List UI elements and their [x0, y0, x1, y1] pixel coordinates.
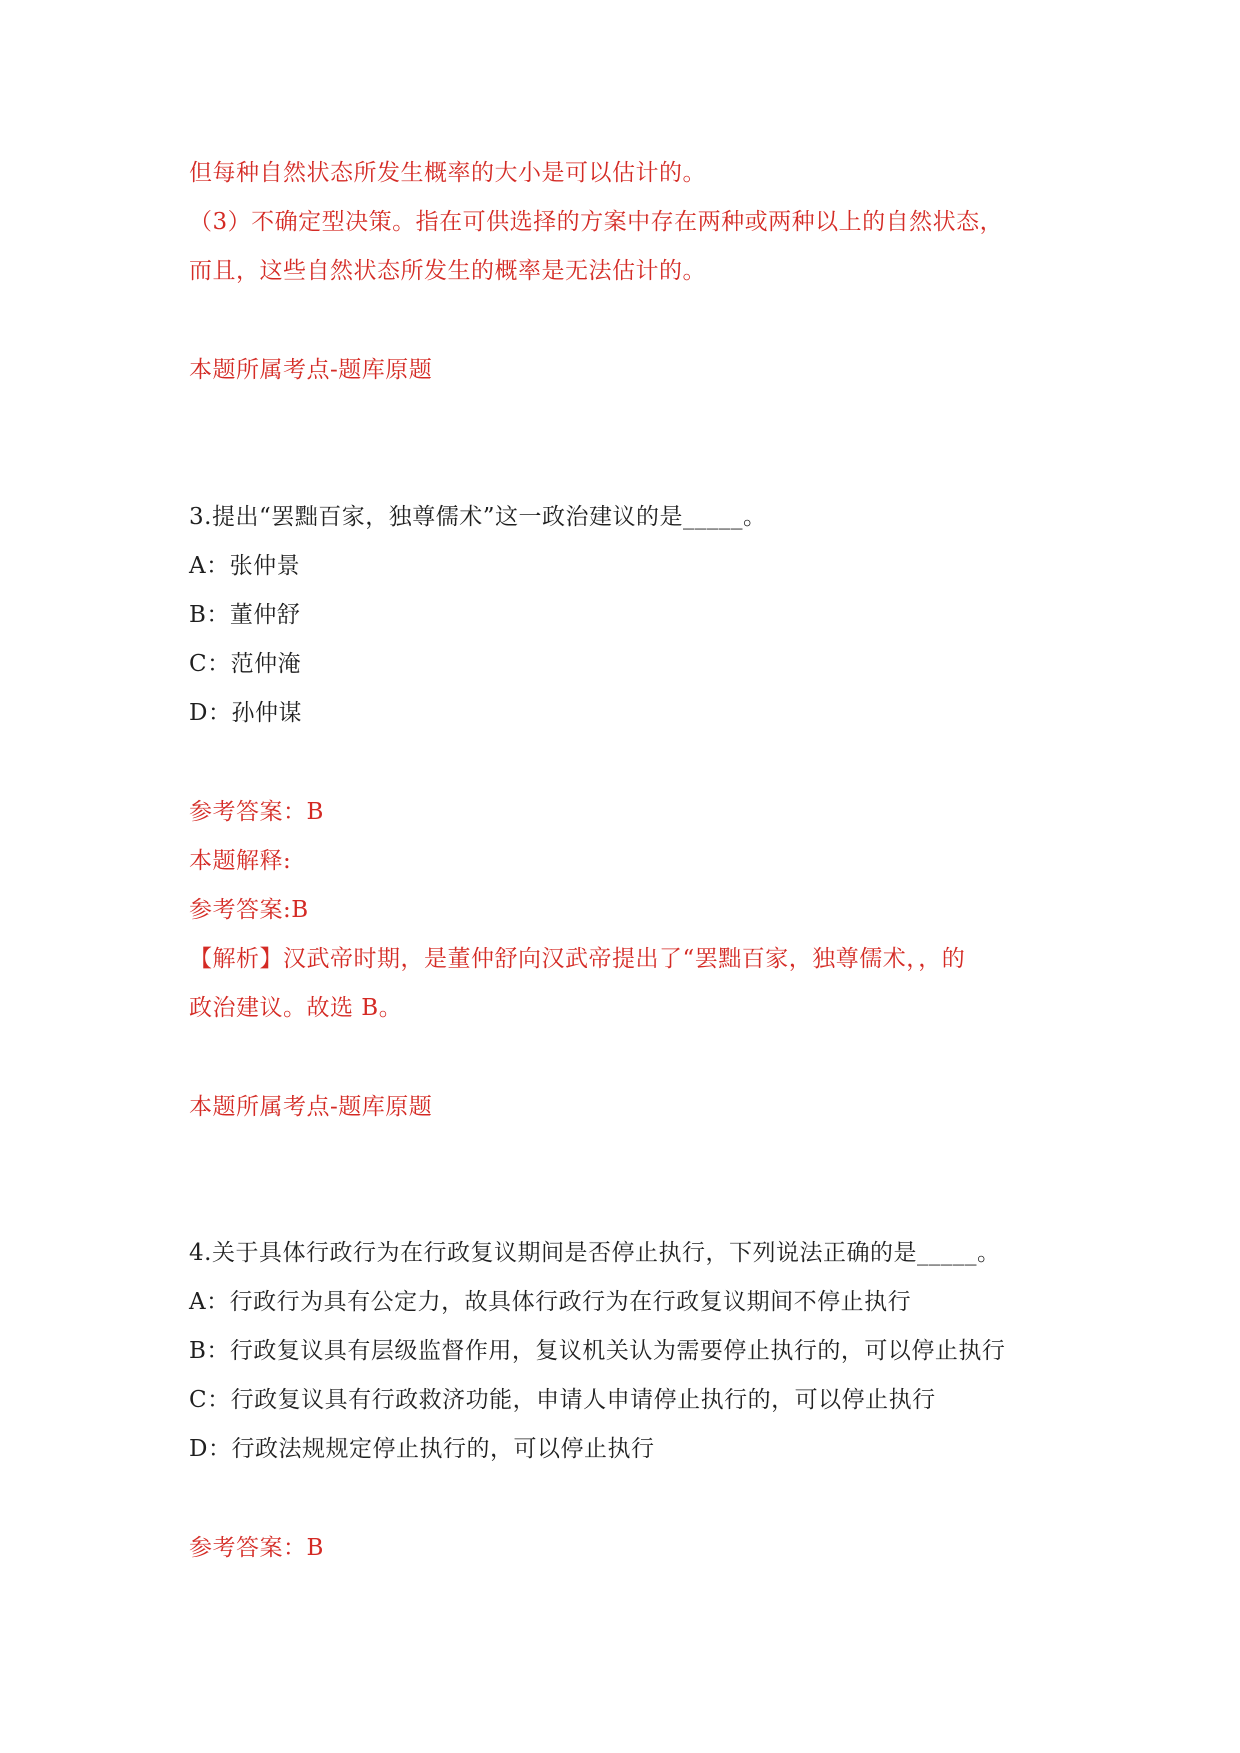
question-4-option-b: B：行政复议具有层级监督作用，复议机关认为需要停止执行的，可以停止执行: [189, 1338, 1006, 1364]
question-4-stem: 4.关于具体行政行为在行政复议期间是否停止执行，下列说法正确的是_____。: [189, 1240, 1001, 1266]
question-3-option-d: D：孙仲谋: [189, 700, 302, 726]
question-3-topic-tag: 本题所属考点-题库原题: [189, 1094, 433, 1120]
question-3-analysis-line-2: 政治建议。故选 B。: [189, 995, 403, 1021]
question-3-answer-repeat: 参考答案:B: [189, 897, 309, 923]
question-4-answer: 参考答案：B: [189, 1535, 324, 1561]
prev-explanation-line-2: （3）不确定型决策。指在可供选择的方案中存在两种或两种以上的自然状态，: [189, 209, 1004, 235]
question-3-stem: 3.提出“罢黜百家，独尊儒术”这一政治建议的是_____。: [189, 504, 767, 530]
question-3-analysis-line-1: 【解析】汉武帝时期，是董仲舒向汉武帝提出了“罢黜百家，独尊儒术，，的: [189, 946, 966, 972]
question-4-option-c: C：行政复议具有行政救济功能，申请人申请停止执行的，可以停止执行: [189, 1387, 936, 1413]
prev-topic-tag: 本题所属考点-题库原题: [189, 357, 433, 383]
question-3-option-a: A：张仲景: [189, 553, 301, 579]
prev-explanation-line-3: 而且，这些自然状态所发生的概率是无法估计的。: [189, 258, 706, 284]
question-3-explain-label: 本题解释:: [189, 848, 292, 874]
question-3-answer: 参考答案：B: [189, 799, 324, 825]
prev-explanation-line-1: 但每种自然状态所发生概率的大小是可以估计的。: [189, 160, 706, 186]
question-4-option-a: A：行政行为具有公定力，故具体行政行为在行政复议期间不停止执行: [189, 1289, 912, 1315]
question-4-option-d: D：行政法规规定停止执行的，可以停止执行: [189, 1436, 655, 1462]
question-3-option-b: B：董仲舒: [189, 602, 301, 628]
question-3-option-c: C：范仲淹: [189, 651, 302, 677]
